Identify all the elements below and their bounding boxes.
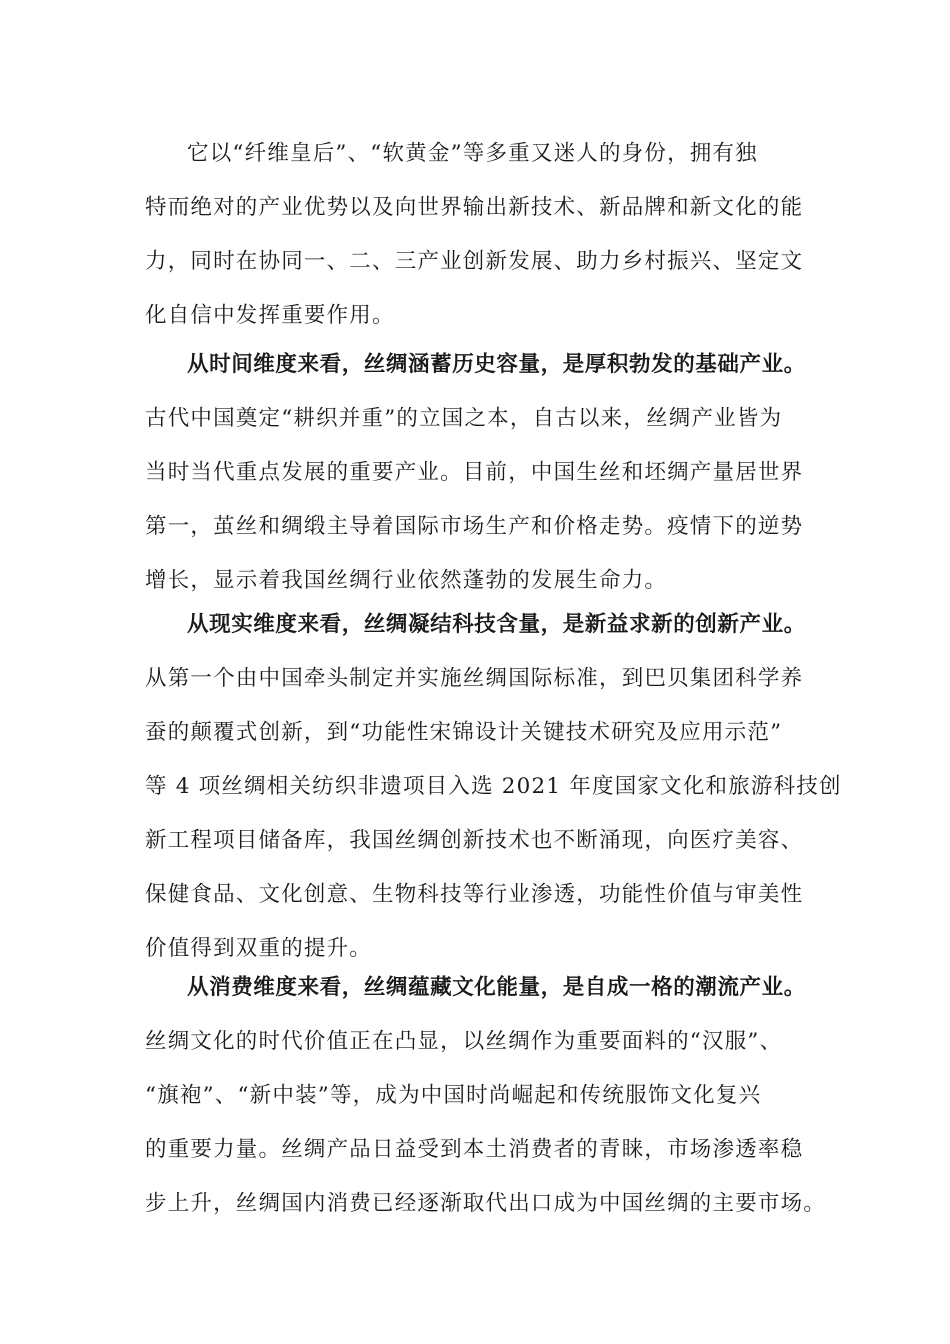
paragraph-line: 特而绝对的产业优势以及向世界输出新技术、新品牌和新文化的能 <box>145 195 804 220</box>
paragraph-line: 增长，显示着我国丝绸行业依然蓬勃的发展生命力。 <box>145 568 668 593</box>
paragraph-reality-dimension <box>145 598 842 976</box>
paragraph-line: 它以“纤维皇后”、“软黄金”等多重又迷人的身份，拥有独 <box>187 141 758 166</box>
paragraph-line: 步上升，丝绸国内消费已经逐渐取代出口成为中国丝绸的主要市场。 <box>145 1191 827 1216</box>
section-heading: 从消费维度来看，丝绸蕴藏文化能量，是自成一格的潮流产业。 <box>187 975 806 1000</box>
paragraph-line: 古代中国奠定“耕织并重”的立国之本，自古以来，丝绸产业皆为 <box>145 406 783 431</box>
paragraph-line: 的重要力量。丝绸产品日益受到本土消费者的青睐，市场渗透率稳 <box>145 1137 804 1162</box>
paragraph-intro <box>145 127 803 343</box>
paragraph-line: 第一，茧丝和绸缎主导着国际市场生产和价格走势。疫情下的逆势 <box>145 514 804 539</box>
paragraph-line: 化自信中发挥重要作用。 <box>145 303 395 328</box>
paragraph-time-dimension <box>145 338 806 608</box>
section-heading: 从现实维度来看，丝绸凝结科技含量，是新益求新的创新产业。 <box>187 612 806 637</box>
paragraph-line: 等 4 项丝绸相关纺织非遗项目入选 2021 年度国家文化和旅游科技创 <box>145 774 842 799</box>
paragraph-line: 蚕的颠覆式创新，到“功能性宋锦设计关键技术研究及应用示范” <box>145 720 783 745</box>
paragraph-line: 丝绸文化的时代价值正在凸显，以丝绸作为重要面料的“汉服”、 <box>145 1029 783 1054</box>
paragraph-line: 从第一个由中国牵头制定并实施丝绸国际标准，到巴贝集团科学养 <box>145 666 804 691</box>
paragraph-line: “旗袍”、“新中装”等，成为中国时尚崛起和传统服饰文化复兴 <box>145 1083 762 1108</box>
paragraph-line: 价值得到双重的提升。 <box>145 936 373 961</box>
paragraph-line: 新工程项目储备库，我国丝绸创新技术也不断涌现，向医疗美容、 <box>145 828 804 853</box>
paragraph-line: 力，同时在协同一、二、三产业创新发展、助力乡村振兴、坚定文 <box>145 249 804 274</box>
paragraph-line: 当时当代重点发展的重要产业。目前，中国生丝和坯绸产量居世界 <box>145 460 804 485</box>
paragraph-line: 保健食品、文化创意、生物科技等行业渗透，功能性价值与审美性 <box>145 882 804 907</box>
section-heading: 从时间维度来看，丝绸涵蓄历史容量，是厚积勃发的基础产业。 <box>187 352 806 377</box>
paragraph-consumption-dimension <box>145 961 826 1231</box>
